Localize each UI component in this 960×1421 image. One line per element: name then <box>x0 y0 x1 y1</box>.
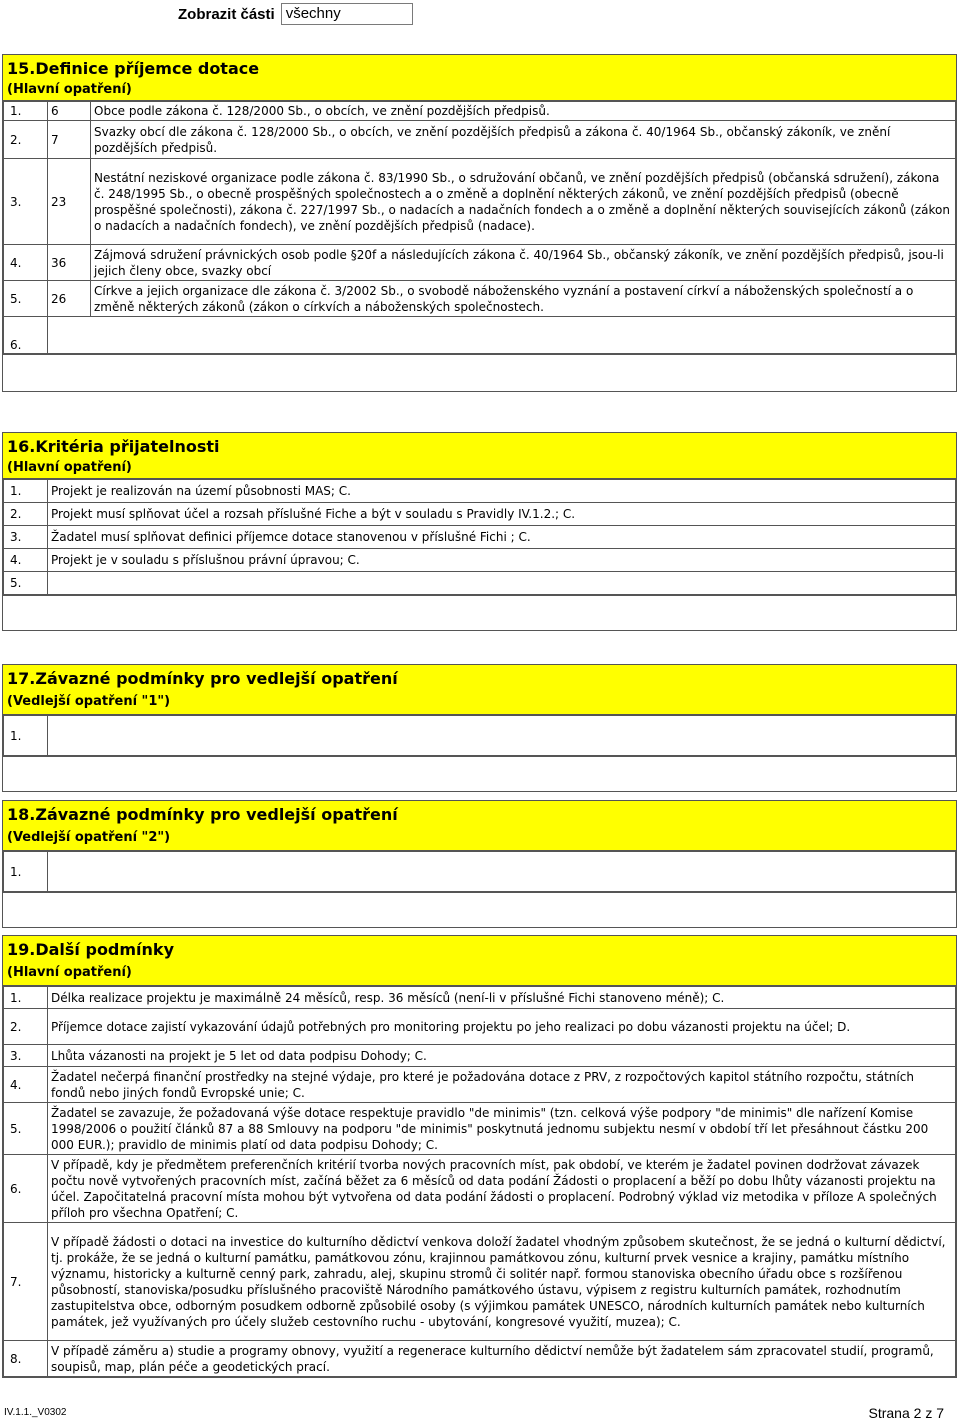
section-subtitle: (Vedlejší opatření "1") <box>3 689 956 715</box>
section-subtitle: (Hlavní opatření) <box>3 457 956 479</box>
row-number: 3. <box>4 526 48 549</box>
row-number: 5. <box>4 281 48 317</box>
table-row <box>4 245 956 281</box>
row-number: 4. <box>4 245 48 281</box>
row-text: Nestátní neziskové organizace podle zákona č. 83/1990 Sb., o sdružování občanů, ve znění pozdějších předpisů (občanská sdružení), zákona č. 248/1995 Sb., o obecně prospěšných společnostech a o změně a doplnění některých zákonů, ve znění pozdějších předpisů (obecně prospěšné společnosti), zákona č. 227/1997 Sb., o nadacích a nadačních fondech a o změně a doplnění některých souvisejících zákonů (zákon o nadacích a nadačních fondech), ve znění pozdějších předpisů (nadace). <box>91 159 956 245</box>
section-title: 19.Další podmínky <box>3 936 956 960</box>
table-row <box>4 716 956 756</box>
section-16 <box>2 432 957 631</box>
row-number: 3. <box>4 1045 48 1067</box>
row-text: Žadatel nečerpá finanční prostředky na stejné výdaje, pro které je požadována dotace z PRV, z rozpočtových kapitol státního rozpočtu, státních fondů nebo jiných fondů Evropské unie; C. <box>48 1067 956 1103</box>
table-row <box>4 1223 956 1341</box>
conditions-2-table <box>3 851 956 892</box>
page-number: Strana 2 z 7 <box>868 1405 944 1421</box>
section-18 <box>2 800 957 928</box>
table-row <box>4 480 956 503</box>
section-spacer <box>3 354 956 391</box>
row-number: 5. <box>4 1103 48 1155</box>
table-row <box>4 852 956 892</box>
row-text <box>48 572 956 595</box>
row-number: 4. <box>4 549 48 572</box>
row-text: V případě žádosti o dotaci na investice do kulturního dědictví venkova doloží žadatel vhodným způsobem skutečnost, že se jedná o kulturní dědictví, tj. prokáže, že se jedná o kulturní památku, památkovou zónu, krajinnou památkovou zónu, kulturní prvek vesnice a krajiny, památku místního významu, historicky a kulturně cenný park, zahradu, alej, skupinu stromů či solitér např. formou stanoviska obecního úřadu obce s rozšířenou působností, stanoviska/posudku příslušného pracoviště Národního památkového ústavu, výpisem z registru kulturních památek, rozhodnutím zastupitelstva obce, odborným posudkem odborně způsobilé osoby (s výjimkou památek UNESCO, národních kulturních památek nebo kulturních památek, jež využívaných pro účely služeb cestovního ruchu - ubytování, kongresové využití, muzea); C. <box>48 1223 956 1341</box>
row-number: 8. <box>4 1341 48 1377</box>
section-19 <box>2 935 957 1378</box>
row-text: Délka realizace projektu je maximálně 24 měsíců, resp. 36 měsíců (není-li v příslušné Fichi stanoveno méně); C. <box>48 987 956 1009</box>
row-number: 4. <box>4 1067 48 1103</box>
section-spacer <box>3 756 956 791</box>
section-title: 16.Kritéria přijatelnosti <box>3 433 956 457</box>
section-subtitle: (Vedlejší opatření "2") <box>3 825 956 851</box>
section-17 <box>2 664 957 792</box>
recipients-table <box>3 101 956 354</box>
row-number: 1. <box>4 987 48 1009</box>
row-code: 26 <box>48 281 91 317</box>
section-subtitle: (Hlavní opatření) <box>3 960 956 986</box>
table-row <box>4 281 956 317</box>
row-number: 7. <box>4 1223 48 1341</box>
table-row <box>4 987 956 1009</box>
row-text: Lhůta vázanosti na projekt je 5 let od data podpisu Dohody; C. <box>48 1045 956 1067</box>
display-filter-label: Zobrazit části <box>178 5 275 23</box>
row-code: 7 <box>48 121 91 159</box>
row-number: 6. <box>4 1155 48 1223</box>
form-code: IV.1.1._V0302 <box>4 1407 67 1418</box>
row-number: 5. <box>4 572 48 595</box>
row-text: Projekt je realizován na území působnosti MAS; C. <box>48 480 956 503</box>
table-row <box>4 526 956 549</box>
row-text: Svazky obcí dle zákona č. 128/2000 Sb., o obcích, ve znění pozdějších předpisů a zákona č. 40/1964 Sb., občanský zákoník, ve znění pozdějších předpisů. <box>91 121 956 159</box>
table-row <box>4 121 956 159</box>
row-text: Obce podle zákona č. 128/2000 Sb., o obcích, ve znění pozdějších předpisů. <box>91 102 956 121</box>
row-text: Zájmová sdružení právnických osob podle §20f a následujících zákona č. 40/1964 Sb., občanský zákoník, ve znění pozdějších předpisů, jsou-li jejich členy obce, svazky obcí <box>91 245 956 281</box>
table-row <box>4 572 956 595</box>
row-number: 1. <box>4 716 48 756</box>
table-row <box>4 1045 956 1067</box>
table-row <box>4 1009 956 1045</box>
row-number: 1. <box>4 102 48 121</box>
row-text: V případě, kdy je předmětem preferenčních kritérií tvorba nových pracovních míst, pak období, ve kterém je žadatel povinen dodržovat závazek počtu nově vytvořených pracovních míst, začíná běžet za 6 měsíců od data podání Žádosti o proplacení a běží po dobu lhůty vázanosti projektu na účel. Započitatelná pracovní místa mohou být vytvořena od data podání žádosti o proplacení. Podrobný výklad viz metodika v příloze A společných příloh pro všechna Opatření; C. <box>48 1155 956 1223</box>
table-row <box>4 1067 956 1103</box>
section-subtitle: (Hlavní opatření) <box>3 79 956 101</box>
section-spacer <box>3 595 956 630</box>
section-title: 17.Závazné podmínky pro vedlejší opatření <box>3 665 956 689</box>
row-text: Projekt je v souladu s příslušnou právní úpravou; C. <box>48 549 956 572</box>
other-conditions-table <box>3 986 956 1377</box>
row-code: 6 <box>48 102 91 121</box>
table-row <box>4 549 956 572</box>
row-text: Církve a jejich organizace dle zákona č. 3/2002 Sb., o svobodě náboženského vyznání a postavení církví a náboženských společností a o změně některých zákonů (zákon o církvích a náboženských společnostech. <box>91 281 956 317</box>
row-text: Příjemce dotace zajistí vykazování údajů potřebných pro monitoring projektu po jeho realizaci po dobu vázanosti projektu na účel; D. <box>48 1009 956 1045</box>
display-filter <box>178 2 413 26</box>
row-number: 6. <box>4 317 48 354</box>
table-row <box>4 317 956 354</box>
row-text: Žadatel musí splňovat definici příjemce dotace stanovenou v příslušné Fichi ; C. <box>48 526 956 549</box>
row-text <box>48 317 956 354</box>
row-text <box>48 716 956 756</box>
table-row <box>4 1341 956 1377</box>
row-text: V případě záměru a) studie a programy obnovy, využití a regenerace kulturního dědictví nemůže být žadatelem sám zpracovatel studií, programů, soupisů, map, plán péče a geodetických prací. <box>48 1341 956 1377</box>
row-text <box>48 852 956 892</box>
row-code: 23 <box>48 159 91 245</box>
row-text: Projekt musí splňovat účel a rozsah příslušné Fiche a být v souladu s Pravidly IV.1.2.; C. <box>48 503 956 526</box>
table-row <box>4 1103 956 1155</box>
row-number: 2. <box>4 1009 48 1045</box>
table-row <box>4 102 956 121</box>
section-15 <box>2 54 957 392</box>
section-title: 18.Závazné podmínky pro vedlejší opatření <box>3 801 956 825</box>
display-filter-select[interactable]: všechny <box>281 3 413 25</box>
criteria-table <box>3 479 956 595</box>
row-number: 1. <box>4 480 48 503</box>
row-number: 2. <box>4 121 48 159</box>
row-number: 1. <box>4 852 48 892</box>
row-number: 3. <box>4 159 48 245</box>
section-spacer <box>3 892 956 927</box>
conditions-1-table <box>3 715 956 756</box>
table-row <box>4 1155 956 1223</box>
row-text: Žadatel se zavazuje, že požadovaná výše dotace respektuje pravidlo "de minimis" (tzn. celková výše podpory "de minimis" dle nařízení Komise 1998/2006 o použití článků 87 a 88 Smlouvy na podporu "de minimis" poskytnutá jednomu subjektu nesmí v období tří let přesáhnout částku 200 000 EUR.); pravidlo de minimis platí od data podpisu Dohody; C. <box>48 1103 956 1155</box>
row-code: 36 <box>48 245 91 281</box>
section-title: 15.Definice příjemce dotace <box>3 55 956 79</box>
table-row <box>4 503 956 526</box>
table-row <box>4 159 956 245</box>
row-number: 2. <box>4 503 48 526</box>
